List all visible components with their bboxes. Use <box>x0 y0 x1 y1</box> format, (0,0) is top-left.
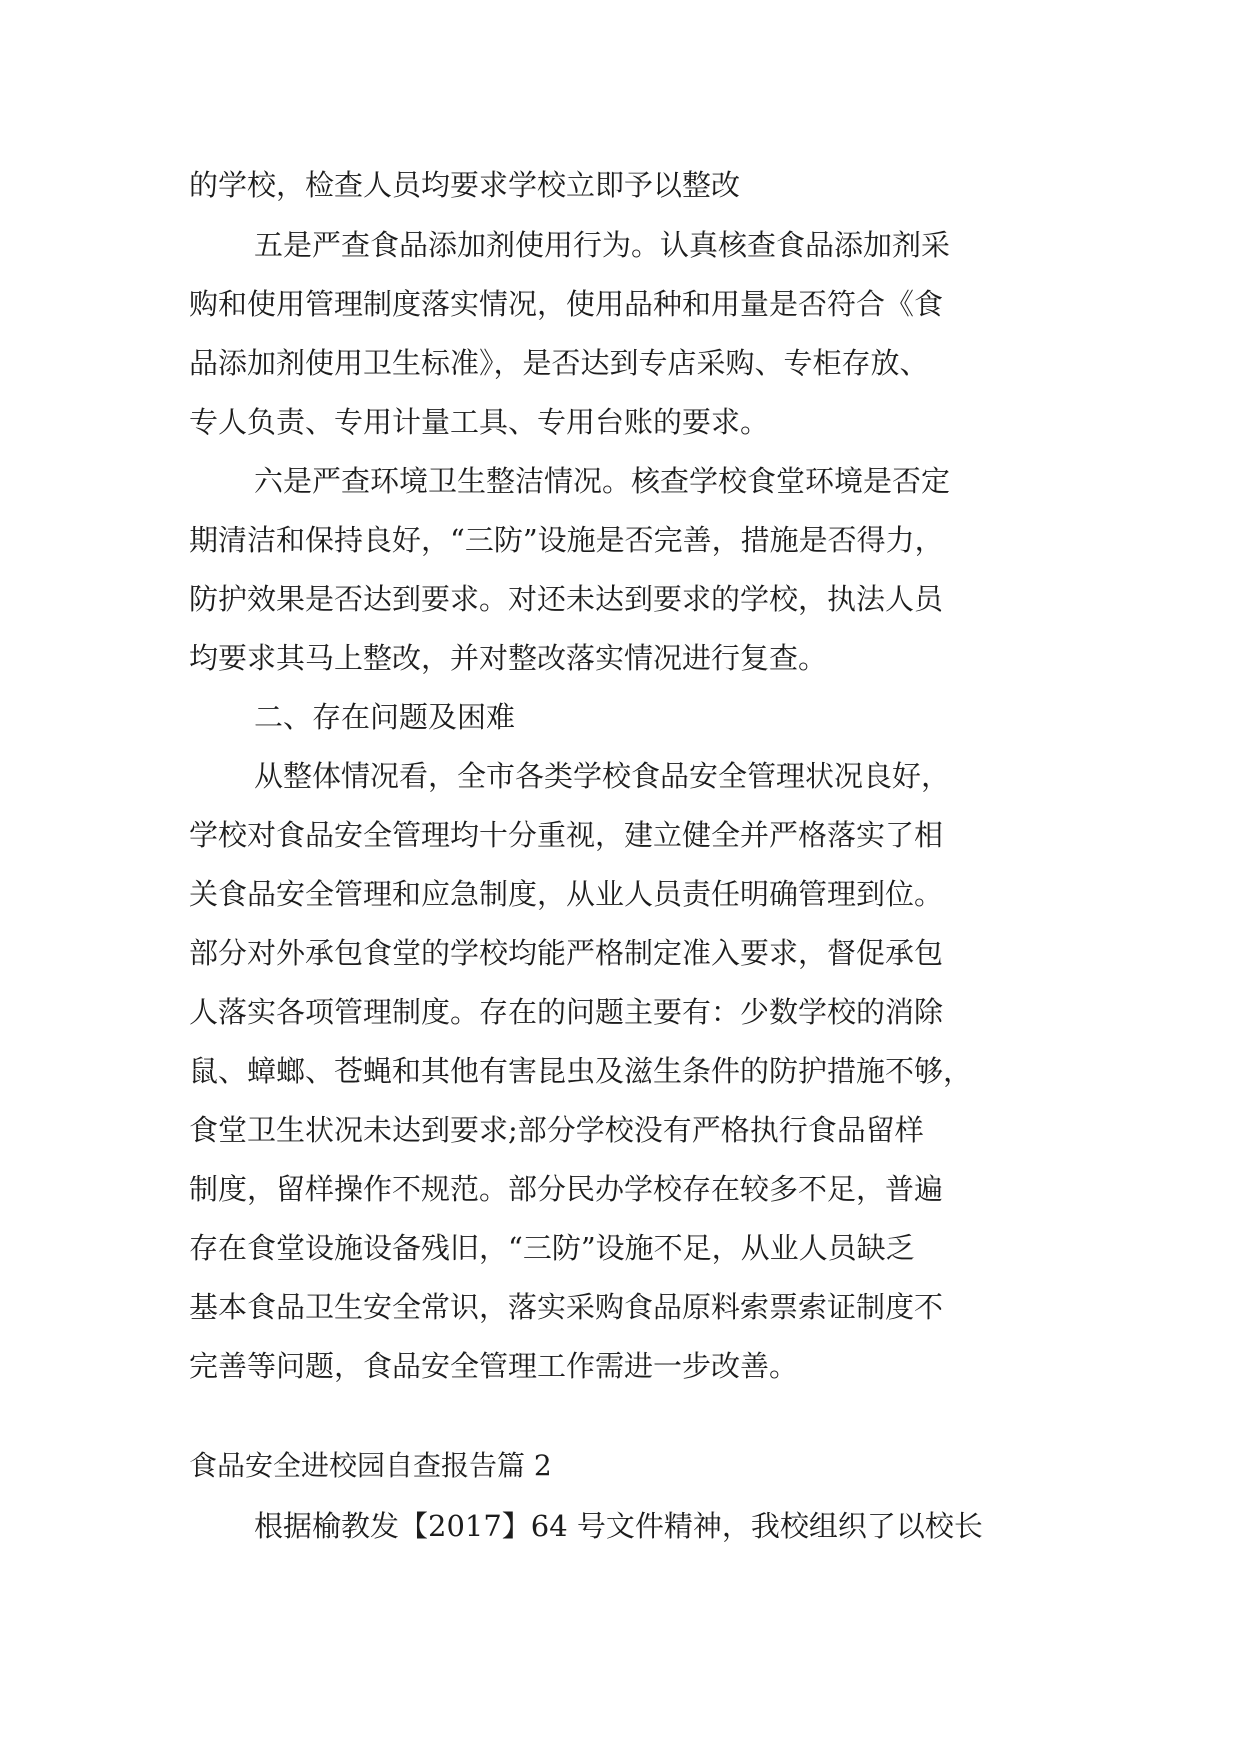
paragraph-line: 期清洁和保持良好，“三防”设施是否完善，措施是否得力， <box>189 523 944 557</box>
paragraph-line: 完善等问题，食品安全管理工作需进一步改善。 <box>189 1349 799 1383</box>
paragraph-line: 五是严查食品添加剂使用行为。认真核查食品添加剂采 <box>254 228 951 262</box>
paragraph-line: 部分对外承包食堂的学校均能严格制定准入要求，督促承包 <box>189 936 944 970</box>
paragraph-line: 鼠、蟑螂、苍蝇和其他有害昆虫及滋生条件的防护措施不够， <box>189 1054 973 1088</box>
section-heading: 二、存在问题及困难 <box>254 700 516 734</box>
paragraph-line: 防护效果是否达到要求。对还未达到要求的学校，执法人员 <box>189 582 944 616</box>
paragraph-line: 存在食堂设施设备残旧，“三防”设施不足，从业人员缺乏 <box>189 1231 915 1265</box>
paragraph-line: 基本食品卫生安全常识，落实采购食品原料索票索证制度不 <box>189 1290 944 1324</box>
paragraph-line: 食堂卫生状况未达到要求;部分学校没有严格执行食品留样 <box>189 1113 924 1147</box>
paragraph-line: 品添加剂使用卫生标准》，是否达到专店采购、专柜存放、 <box>189 346 929 380</box>
paragraph-line: 六是严查环境卫生整洁情况。核查学校食堂环境是否定 <box>254 464 951 498</box>
paragraph-line: 关食品安全管理和应急制度，从业人员责任明确管理到位。 <box>189 877 944 911</box>
paragraph-line: 从整体情况看，全市各类学校食品安全管理状况良好， <box>254 759 951 793</box>
article-title: 食品安全进校园自查报告篇 2 <box>189 1449 552 1482</box>
paragraph-line: 根据榆教发【2017】64 号文件精神，我校组织了以校长 <box>254 1509 983 1543</box>
paragraph-line: 的学校，检查人员均要求学校立即予以整改 <box>189 168 741 202</box>
paragraph-line: 人落实各项管理制度。存在的问题主要有：少数学校的消除 <box>189 995 944 1029</box>
paragraph-line: 均要求其马上整改，并对整改落实情况进行复查。 <box>189 641 828 675</box>
paragraph-line: 学校对食品安全管理均十分重视，建立健全并严格落实了相 <box>189 818 944 852</box>
paragraph-line: 购和使用管理制度落实情况，使用品种和用量是否符合《食 <box>189 287 944 321</box>
paragraph-line: 专人负责、专用计量工具、专用台账的要求。 <box>189 405 770 439</box>
paragraph-line: 制度，留样操作不规范。部分民办学校存在较多不足，普遍 <box>189 1172 944 1206</box>
